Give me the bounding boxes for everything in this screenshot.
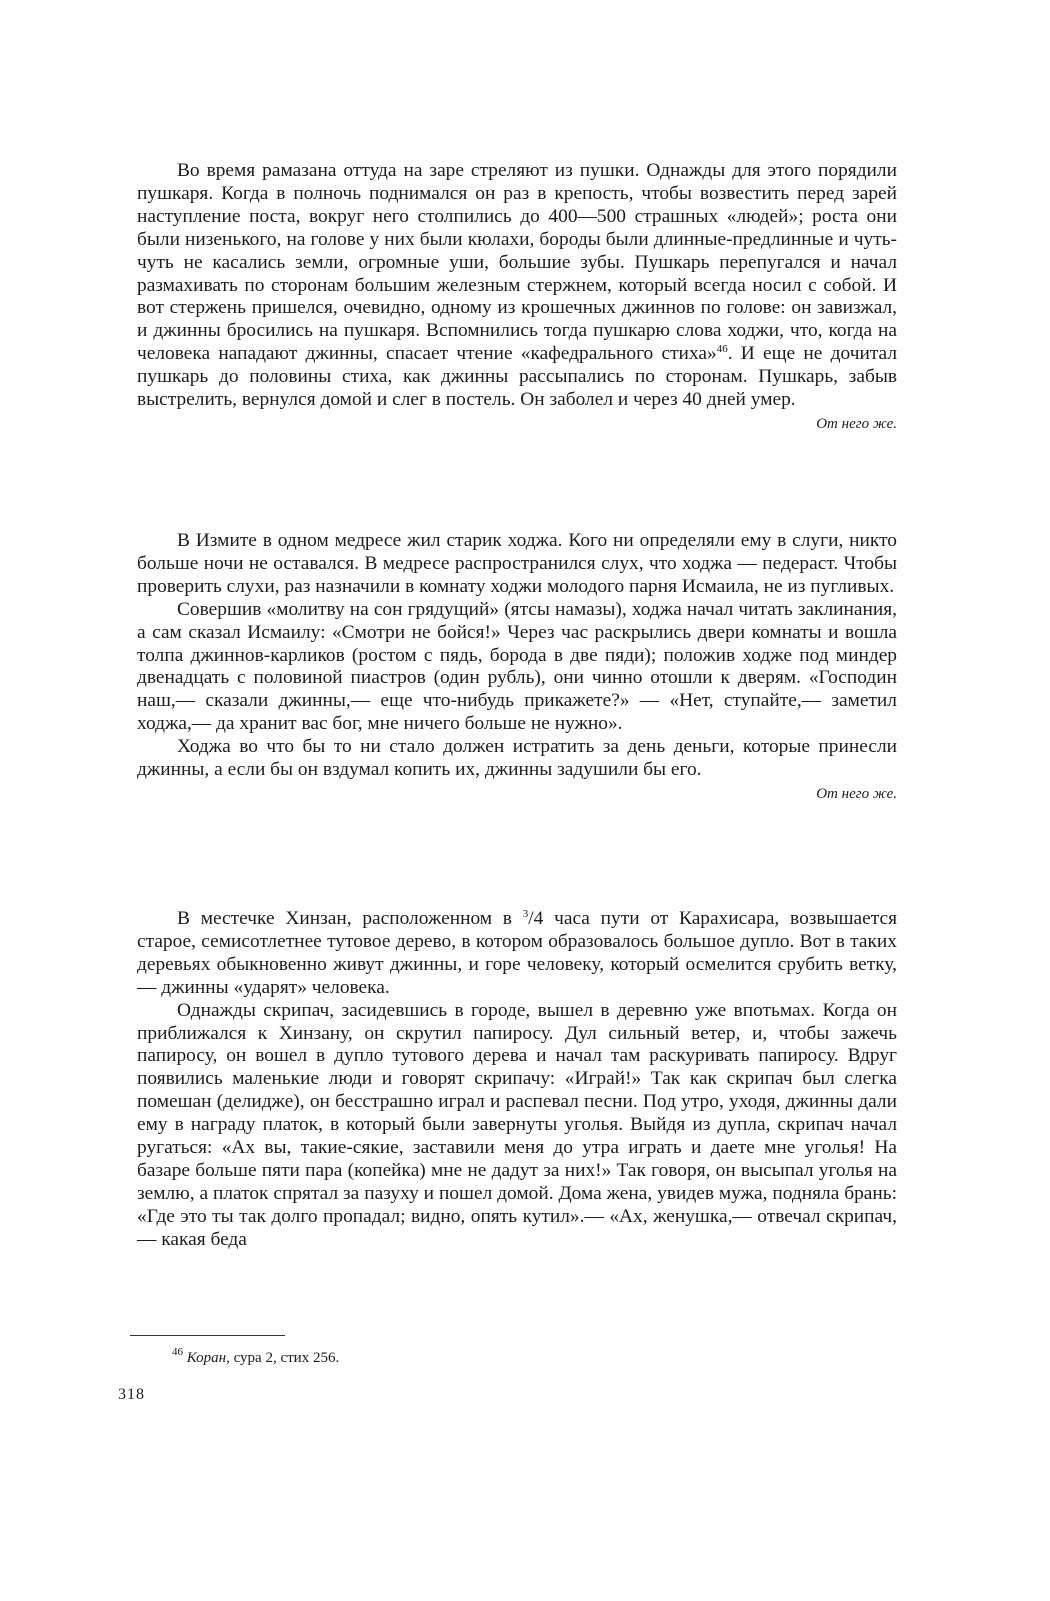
footnote-text: сура 2, стих 256. (229, 1350, 340, 1366)
page-number: 318 (118, 1386, 145, 1403)
footnote-title: Коран, (186, 1350, 230, 1366)
story-violinist-paragraph-2: Однажды скрипач, засидевшись в городе, вышел в деревню уже впотьмах. Когда он приближался к Хинзану, он скрутил папиросу. Дул сильный ветер, и, чтобы зажечь папиросу, он вошел в дупло тутового дерева и начал там раскуривать папиросу. Вдруг появились маленькие люди и говорят скрипачу: «Играй!» Так как скрипач был слегка помешан (делидже), он бесстрашно играл и распевал песни. Под утро, уходя, джинны дали ему в награду платок, в который были завернуты уголья. Выйдя из дупла, скрипач начал ругаться: «Ах вы, такие-сякие, заставили меня до утра играть и даете мне уголья! На базаре больше пяти пара (копейка) мне не дадут за них!» Так говоря, он высыпал уголья на землю, а платок спрятал за пазуху и пошел домой. Дома жена, увидев мужа, подняла брань: «Где это ты так долго пропадал; видно, опять кутил».— «Ах, женушка,— отвечал скрипач,— какая беда (137, 999, 897, 1250)
footnote-reference: 46 (716, 343, 728, 356)
story-violinist-paragraph-1: В местечке Хинзан, расположенном в $^3$/4 часа пути от Карахисара, возвышается старое, семисотлетнее тутовое дерево, в котором образовалось большое дупло. Вот в таких деревьях обыкновенно живут джинны, и горе человеку, который осмелится срубить ветку,— джинны «ударят» человека. (137, 908, 897, 998)
story-source: От него же. (816, 785, 897, 802)
footnote (172, 1348, 339, 1368)
story-violinist (137, 908, 897, 1252)
story-hodja-paragraph-3: Ходжа во что бы то ни стало должен истратить за день деньги, которые принесли джинны, а если бы он вздумал копить их, джинны задушили бы его. (137, 736, 897, 781)
story-hodja (137, 530, 897, 804)
story-source: От него же. (816, 415, 897, 432)
story-hodja-paragraph-2: Совершив «молитву на сон грядущий» (ятсы намазы), ходжа начал читать заклинания, а сам сказал Исмаилу: «Смотри не бойся!» Через час раскрылись двери комнаты и вошла толпа джиннов-карликов (ростом с пядь, борода в две пяди); положив ходже под миндер двенадцать с половиной пиастров (один рубль), они чинно отошли к дверям. «Господин наш,— сказали джинны,— еще что-нибудь прикажете?» — «Нет, ступайте,— заметил ходжа,— да хранит вас бог, мне ничего больше не нужно». (137, 598, 897, 735)
footnote-divider (130, 1335, 285, 1336)
footnote-number: 46 (172, 1346, 183, 1358)
story-gunner-paragraph: Во время рамазана оттуда на заре стреляют из пушки. Однажды для этого порядили пушкаря. Когда в полночь поднимался он раз в крепость, чтобы возвестить перед зарей наступление поста, вокруг него столпились до 400—500 страшных «людей»; роста они были низенького, на голове у них были кюлахи, бороды были длинные-предлинные и чуть-чуть не касались земли, огромные уши, большие зубы. Пушкарь перепугался и начал размахивать по сторонам большим железным стержнем, который всегда носил с собой. И вот стержень пришелся, очевидно, одному из крошечных джиннов по голове: он завизжал, и джинны бросились на пушкаря. Вспомнились тогда пушкарю слова ходжи, что, когда на человека нападают джинны, спасает чтение «кафедрального стиха»$^{46}$. И еще не дочитал пушкарь до половины стиха, как джинны рассыпались по сторонам. Пушкарь, забыв выстрелить, вернулся домой и слег в постель. Он заболел и через 40 дней умер. (137, 160, 897, 411)
story-hodja-paragraph-1: В Измите в одном медресе жил старик ходжа. Кого ни определяли ему в слуги, никто больше ночи не оставался. В медресе распространился слух, что ходжа — педераст. Чтобы проверить слухи, раз назначили в комнату ходжи молодого парня Исмаила, не из пугливых. (137, 530, 897, 597)
story-gunner (137, 160, 897, 434)
